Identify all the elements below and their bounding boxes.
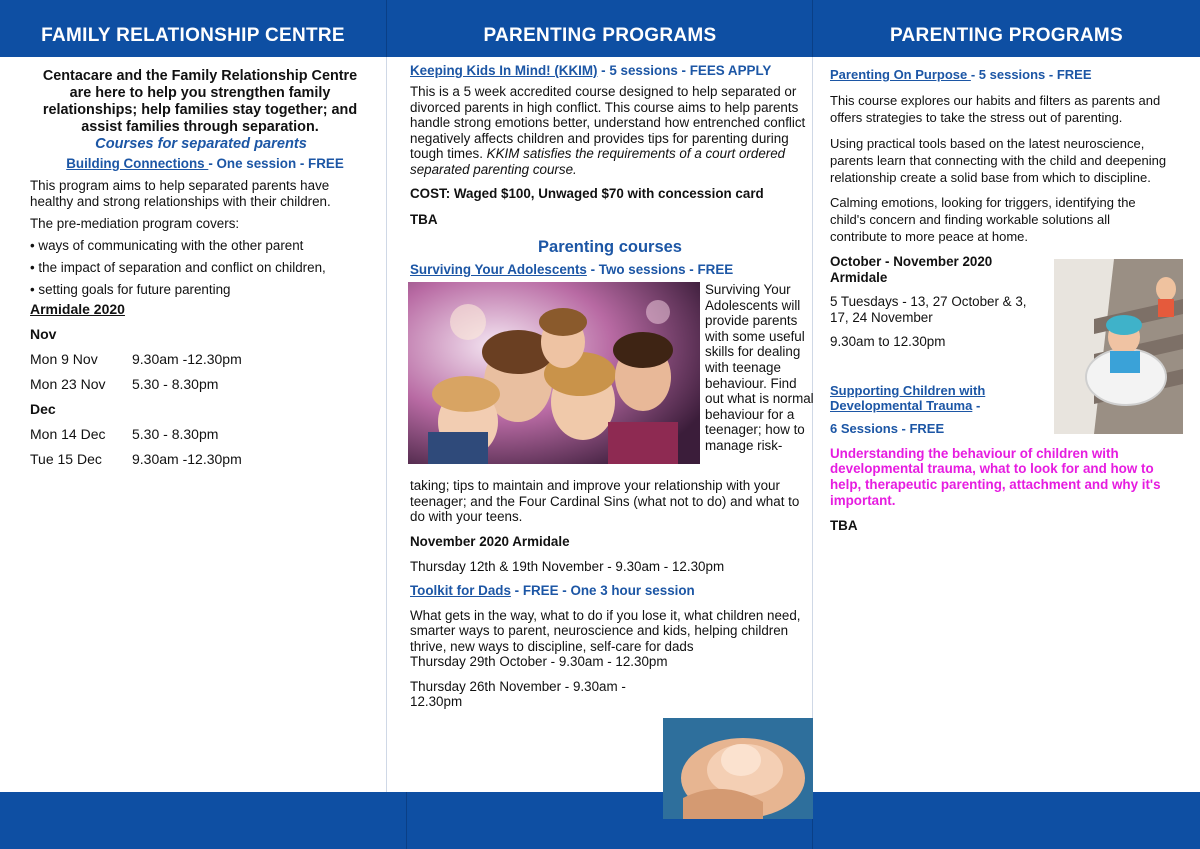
list-item: • the impact of separation and conflict on children, xyxy=(30,260,326,275)
list-item: • ways of communicating with the other parent xyxy=(30,238,304,253)
pop-paragraph-2: Using practical tools based on the latest neuroscience, parents learn that connecting with the child and deepening relationship create a solid base from which to discipline. xyxy=(830,135,1167,185)
section-subtitle: Courses for separated parents xyxy=(95,136,307,152)
adolescents-block xyxy=(410,282,814,482)
footer-band xyxy=(0,792,1200,849)
adolescents-dates: Thursday 12th & 19th November - 9.30am - 12.30pm xyxy=(410,558,725,574)
bullet-list xyxy=(30,238,360,298)
adolescents-side-text: Surviving Your Adolescents will provide parents with some useful skills for dealing with teenage behaviour. Find out what is normal behaviour for a teenager; how to manage risk- xyxy=(705,282,814,453)
trauma-dash: - xyxy=(972,397,981,413)
toolkit-dads-date2: Thursday 26th November - 9.30am - 12.30pm xyxy=(410,678,626,709)
pop-paragraph-3: Calming emotions, looking for triggers, identifying the child's concern and finding workable solutions all contribute to more peace at home. xyxy=(830,194,1136,244)
family-hands-photo xyxy=(663,718,813,819)
teens-selfie-photo xyxy=(408,282,700,464)
schedule-row: Mon 9 Nov 9.30am -12.30pm xyxy=(30,351,242,367)
month-dec: Dec xyxy=(30,401,56,417)
schedule-row: Mon 23 Nov 5.30 - 8.30pm xyxy=(30,376,219,392)
adolescents-description: taking; tips to maintain and improve your relationship with your teenager; and the Four Cardinal Sins (what not to do) and what to do with your teens. xyxy=(410,478,800,524)
pop-time: 9.30am to 12.30pm xyxy=(830,333,946,349)
adolescents-when: November 2020 Armidale xyxy=(410,533,570,549)
kkim-cost: COST: Waged $100, Unwaged $70 with concession card xyxy=(410,186,764,201)
schedule-row: Mon 14 Dec 5.30 - 8.30pm xyxy=(30,426,219,442)
building-description: This program aims to help separated parents have healthy and strong relationships with their children. xyxy=(30,178,331,209)
toolkit-dads-description: What gets in the way, what to do if you lose it, what children need, smarter ways to parent, neuroscience and kids, helping children thrive, new ways to discipline, self-care for dads xyxy=(410,607,801,654)
schedule-row: Tue 15 Dec 9.30am -12.30pm xyxy=(30,451,242,467)
covers-text: The pre-mediation program covers: xyxy=(30,216,240,231)
adolescents-link[interactable]: Surviving Your Adolescents xyxy=(410,262,587,277)
footer-divider xyxy=(406,792,407,849)
month-nov: Nov xyxy=(30,326,57,342)
header-divider xyxy=(386,0,387,57)
trauma-tba: TBA xyxy=(830,517,858,533)
panel-title-middle: PARENTING PROGRAMS xyxy=(483,25,717,46)
list-item: • setting goals for future parenting xyxy=(30,282,231,297)
kkim-description: This is a 5 week accredited course designed to help separated or divorced parents in high conflict. This course aims to help parents handle strong emotions better, understand how entrenched conflict negatively affects children and provides tips for parenting during tough times. KKIM satisfies the requirements of a court ordered separated parenting course. xyxy=(410,84,806,177)
building-connections-suffix: - One session - FREE xyxy=(208,156,344,171)
left-panel xyxy=(30,57,360,792)
pop-dates: 5 Tuesdays - 13, 27 October & 3, 17, 24 November xyxy=(830,293,1027,325)
kkim-tba: TBA xyxy=(410,212,438,227)
middle-panel xyxy=(410,57,814,792)
intro-text: Centacare and the Family Relationship Centre are here to help you strengthen family relationships; help families stay together; and assist families through separation. xyxy=(42,68,358,135)
kkim-suffix: - 5 sessions - FEES APPLY xyxy=(597,63,772,78)
kids-laundry-basket-photo xyxy=(1054,259,1183,434)
parenting-courses-heading: Parenting courses xyxy=(538,238,682,256)
location-heading: Armidale 2020 xyxy=(30,301,125,317)
toolkit-dads-date1: Thursday 29th October - 9.30am - 12.30pm xyxy=(410,654,668,669)
trauma-link[interactable]: Supporting Children with Developmental Trauma xyxy=(830,382,986,413)
trauma-sessions: 6 Sessions - FREE xyxy=(830,420,945,436)
panel-title-right: PARENTING PROGRAMS xyxy=(889,25,1124,46)
pop-when: October - November 2020 Armidale xyxy=(830,253,993,285)
panel-title-left: FAMILY RELATIONSHIP CENTRE xyxy=(41,25,345,46)
building-connections-link[interactable]: Building Connections xyxy=(66,156,209,171)
parenting-on-purpose-link[interactable]: Parenting On Purpose xyxy=(830,67,971,82)
kkim-link[interactable]: Keeping Kids In Mind! (KKIM) xyxy=(410,63,598,78)
toolkit-dads-link[interactable]: Toolkit for Dads xyxy=(410,582,511,598)
toolkit-dads-suffix: - FREE - One 3 hour session xyxy=(510,582,695,598)
trauma-description: Understanding the behaviour of children with developmental trauma, what to look for and how to help, therapeutic parenting, attachment and why it's important. xyxy=(830,445,1161,508)
pop-paragraph-1: This course explores our habits and filters as parents and offers strategies to take the stress out of parenting. xyxy=(830,93,1161,125)
panel-divider xyxy=(386,57,387,792)
parenting-on-purpose-suffix: - 5 sessions - FREE xyxy=(970,67,1092,82)
adolescents-suffix: - Two sessions - FREE xyxy=(586,262,734,277)
